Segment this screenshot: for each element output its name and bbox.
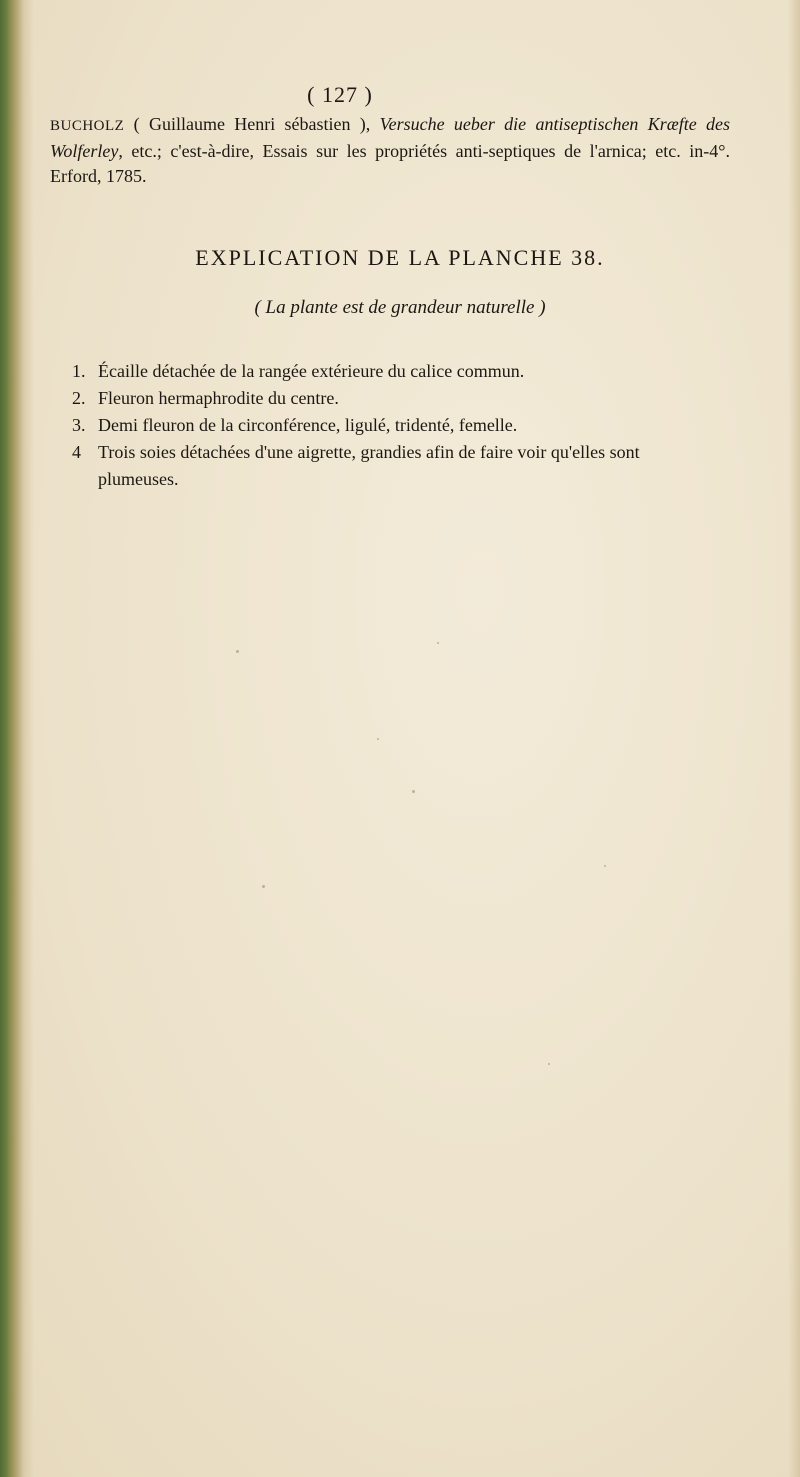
paper-speck <box>377 738 379 740</box>
work-title: Versuche ueber die antiseptischen Kræfte des Wolferley <box>50 114 731 161</box>
item-text: Écaille détachée de la rangée extérieure du calice commun. <box>98 361 525 381</box>
list-item <box>72 358 722 385</box>
item-number: 3. <box>72 415 86 435</box>
paper-speck <box>236 650 239 653</box>
item-text: Fleuron hermaphrodite du centre. <box>98 388 339 408</box>
item-number: 2. <box>72 388 86 408</box>
page-edge-shadow <box>788 0 800 1477</box>
paper-speck <box>548 1063 550 1065</box>
bibliography-entry <box>50 112 730 189</box>
binding-edge <box>0 0 34 1477</box>
paper-speck <box>437 642 439 644</box>
paper-speck <box>262 885 265 888</box>
list-item <box>72 439 722 493</box>
work-details: , etc.; c'est-à-dire, Essais sur les propriétés anti-septiques de l'arnica; etc. in-4°. Erford, 1785. <box>50 141 730 186</box>
plate-subheading: ( La plante est de grandeur naturelle ) <box>254 297 546 318</box>
paper-speck <box>604 865 606 867</box>
item-text: Trois soies détachées d'une aigrette, grandies afin de faire voir qu'elles sont plumeuses. <box>98 442 640 489</box>
item-text: Demi fleuron de la circonférence, ligulé, tridenté, femelle. <box>98 415 518 435</box>
list-item <box>72 412 722 439</box>
plate-explanation-list <box>72 358 722 493</box>
list-item <box>72 385 722 412</box>
author-given-names: ( Guillaume Henri sébastien ), <box>133 114 371 134</box>
plate-heading: EXPLICATION DE LA PLANCHE 38. <box>195 245 605 270</box>
item-number: 4 <box>72 442 81 462</box>
paper-speck <box>412 790 415 793</box>
author-name: BUCHOLZ <box>50 118 125 134</box>
page-number: ( 127 ) <box>307 82 373 107</box>
item-number: 1. <box>72 361 86 381</box>
